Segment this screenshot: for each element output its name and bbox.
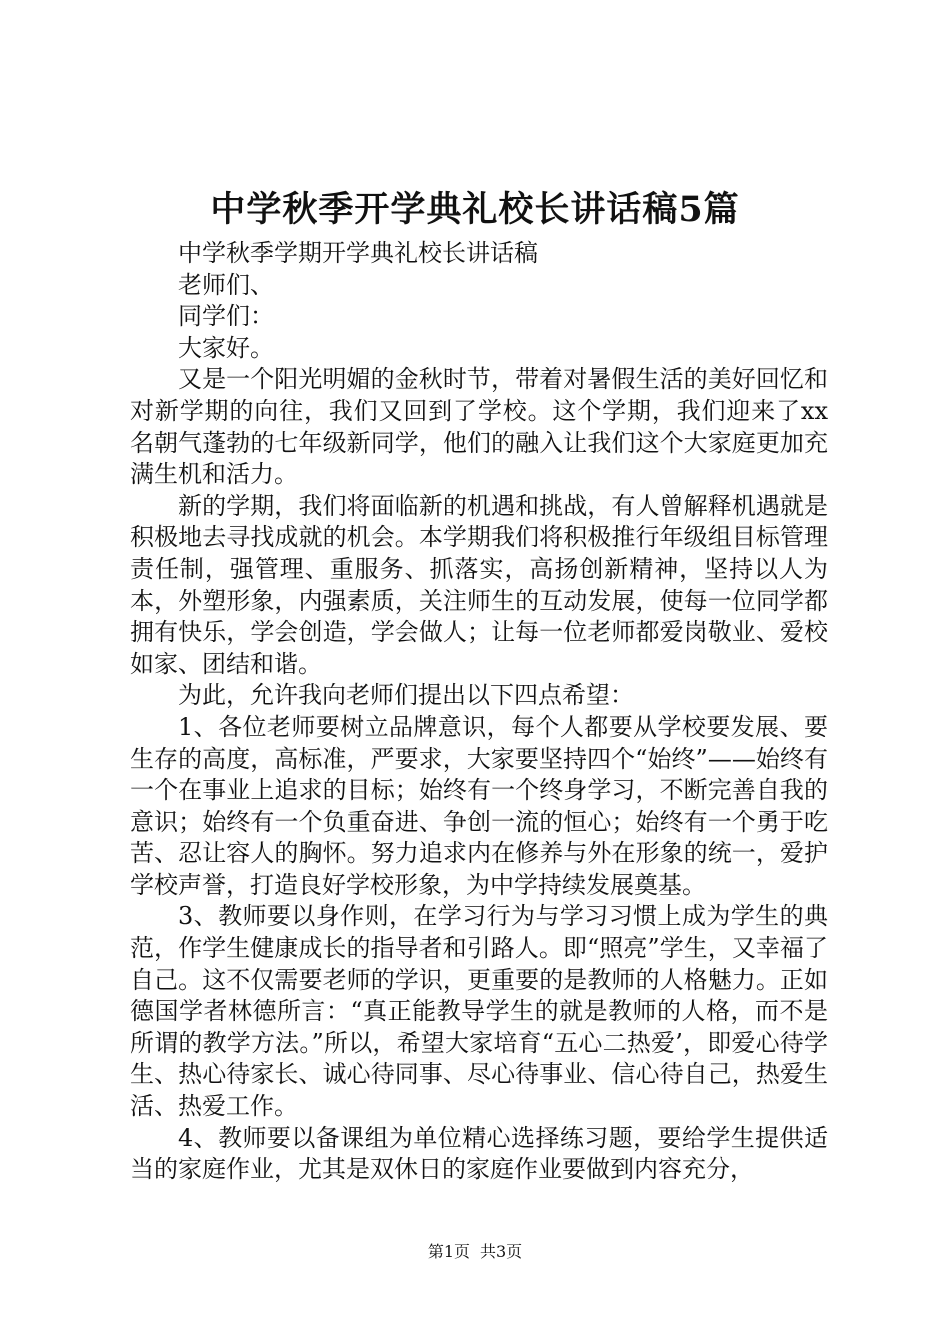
paragraph-body: 1、各位老师要树立品牌意识，每个人都要从学校要发展、要生存的高度，高标准，严要求，大家要坚持四个“始终”——始终有一个在事业上追求的目标；始终有一个终身学习，不断完善自我的意识；始终有一个负重奋进、争创一流的恒心；始终有一个勇于吃苦、忍让容人的胸怀。努力追求内在修养与外在形象的统一，爱护学校声誉，打造良好学校形象，为中学持续发展奠基。: [130, 712, 828, 899]
document-body: [130, 238, 828, 1186]
paragraph-body: 4、教师要以备课组为单位精心选择练习题，要给学生提供适当的家庭作业，尤其是双休日的家庭作业要做到内容充分，: [130, 1123, 828, 1184]
page-total: 共3页: [480, 1242, 523, 1261]
paragraph-subtitle: 中学秋季学期开学典礼校长讲话稿: [178, 239, 538, 267]
paragraph-body: 又是一个阳光明媚的金秋时节，带着对暑假生活的美好回忆和对新学期的向往，我们又回到了学校。这个学期，我们迎来了xx名朝气蓬勃的七年级新同学，他们的融入让我们这个大家庭更加充满生机和活力。: [130, 365, 828, 489]
page-number: 第1页: [427, 1242, 470, 1261]
page-footer: [0, 1240, 950, 1264]
paragraph-salutation-teachers: 老师们、: [178, 270, 274, 299]
paragraph-body: 3、教师要以身作则，在学习行为与学习习惯上成为学生的典范，作学生健康成长的指导者和引路人。即“照亮”学生，又幸福了自己。这不仅需要老师的学识，更重要的是教师的人格魅力。正如德国学者林德所言：“真正能教导学生的就是教师的人格，而不是所谓的教学方法。”所以，希望大家培育“五心二热爱’，即爱心待学生、热心待家长、诚心待同事、尽心待事业、信心待自己，热爱生活、热爱工作。: [130, 902, 828, 1121]
document-title: 中学秋季开学典礼校长讲话稿5篇: [210, 189, 740, 230]
paragraph-body: 为此，允许我向老师们提出以下四点希望：: [178, 681, 634, 710]
paragraph-salutation-students: 同学们：: [178, 302, 274, 331]
paragraph-body: 新的学期，我们将面临新的机遇和挑战，有人曾解释机遇就是积极地去寻找成就的机会。本学期我们将积极推行年级组目标管理责任制，强管理、重服务、抓落实，高扬创新精神，坚持以人为本，外塑形象，内强素质，关注师生的互动发展，使每一位同学都拥有快乐，学会创造，学会做人；让每一位老师都爱岗敬业、爱校如家、团结和谐。: [130, 491, 828, 678]
paragraph-greeting: 大家好。: [178, 333, 274, 362]
